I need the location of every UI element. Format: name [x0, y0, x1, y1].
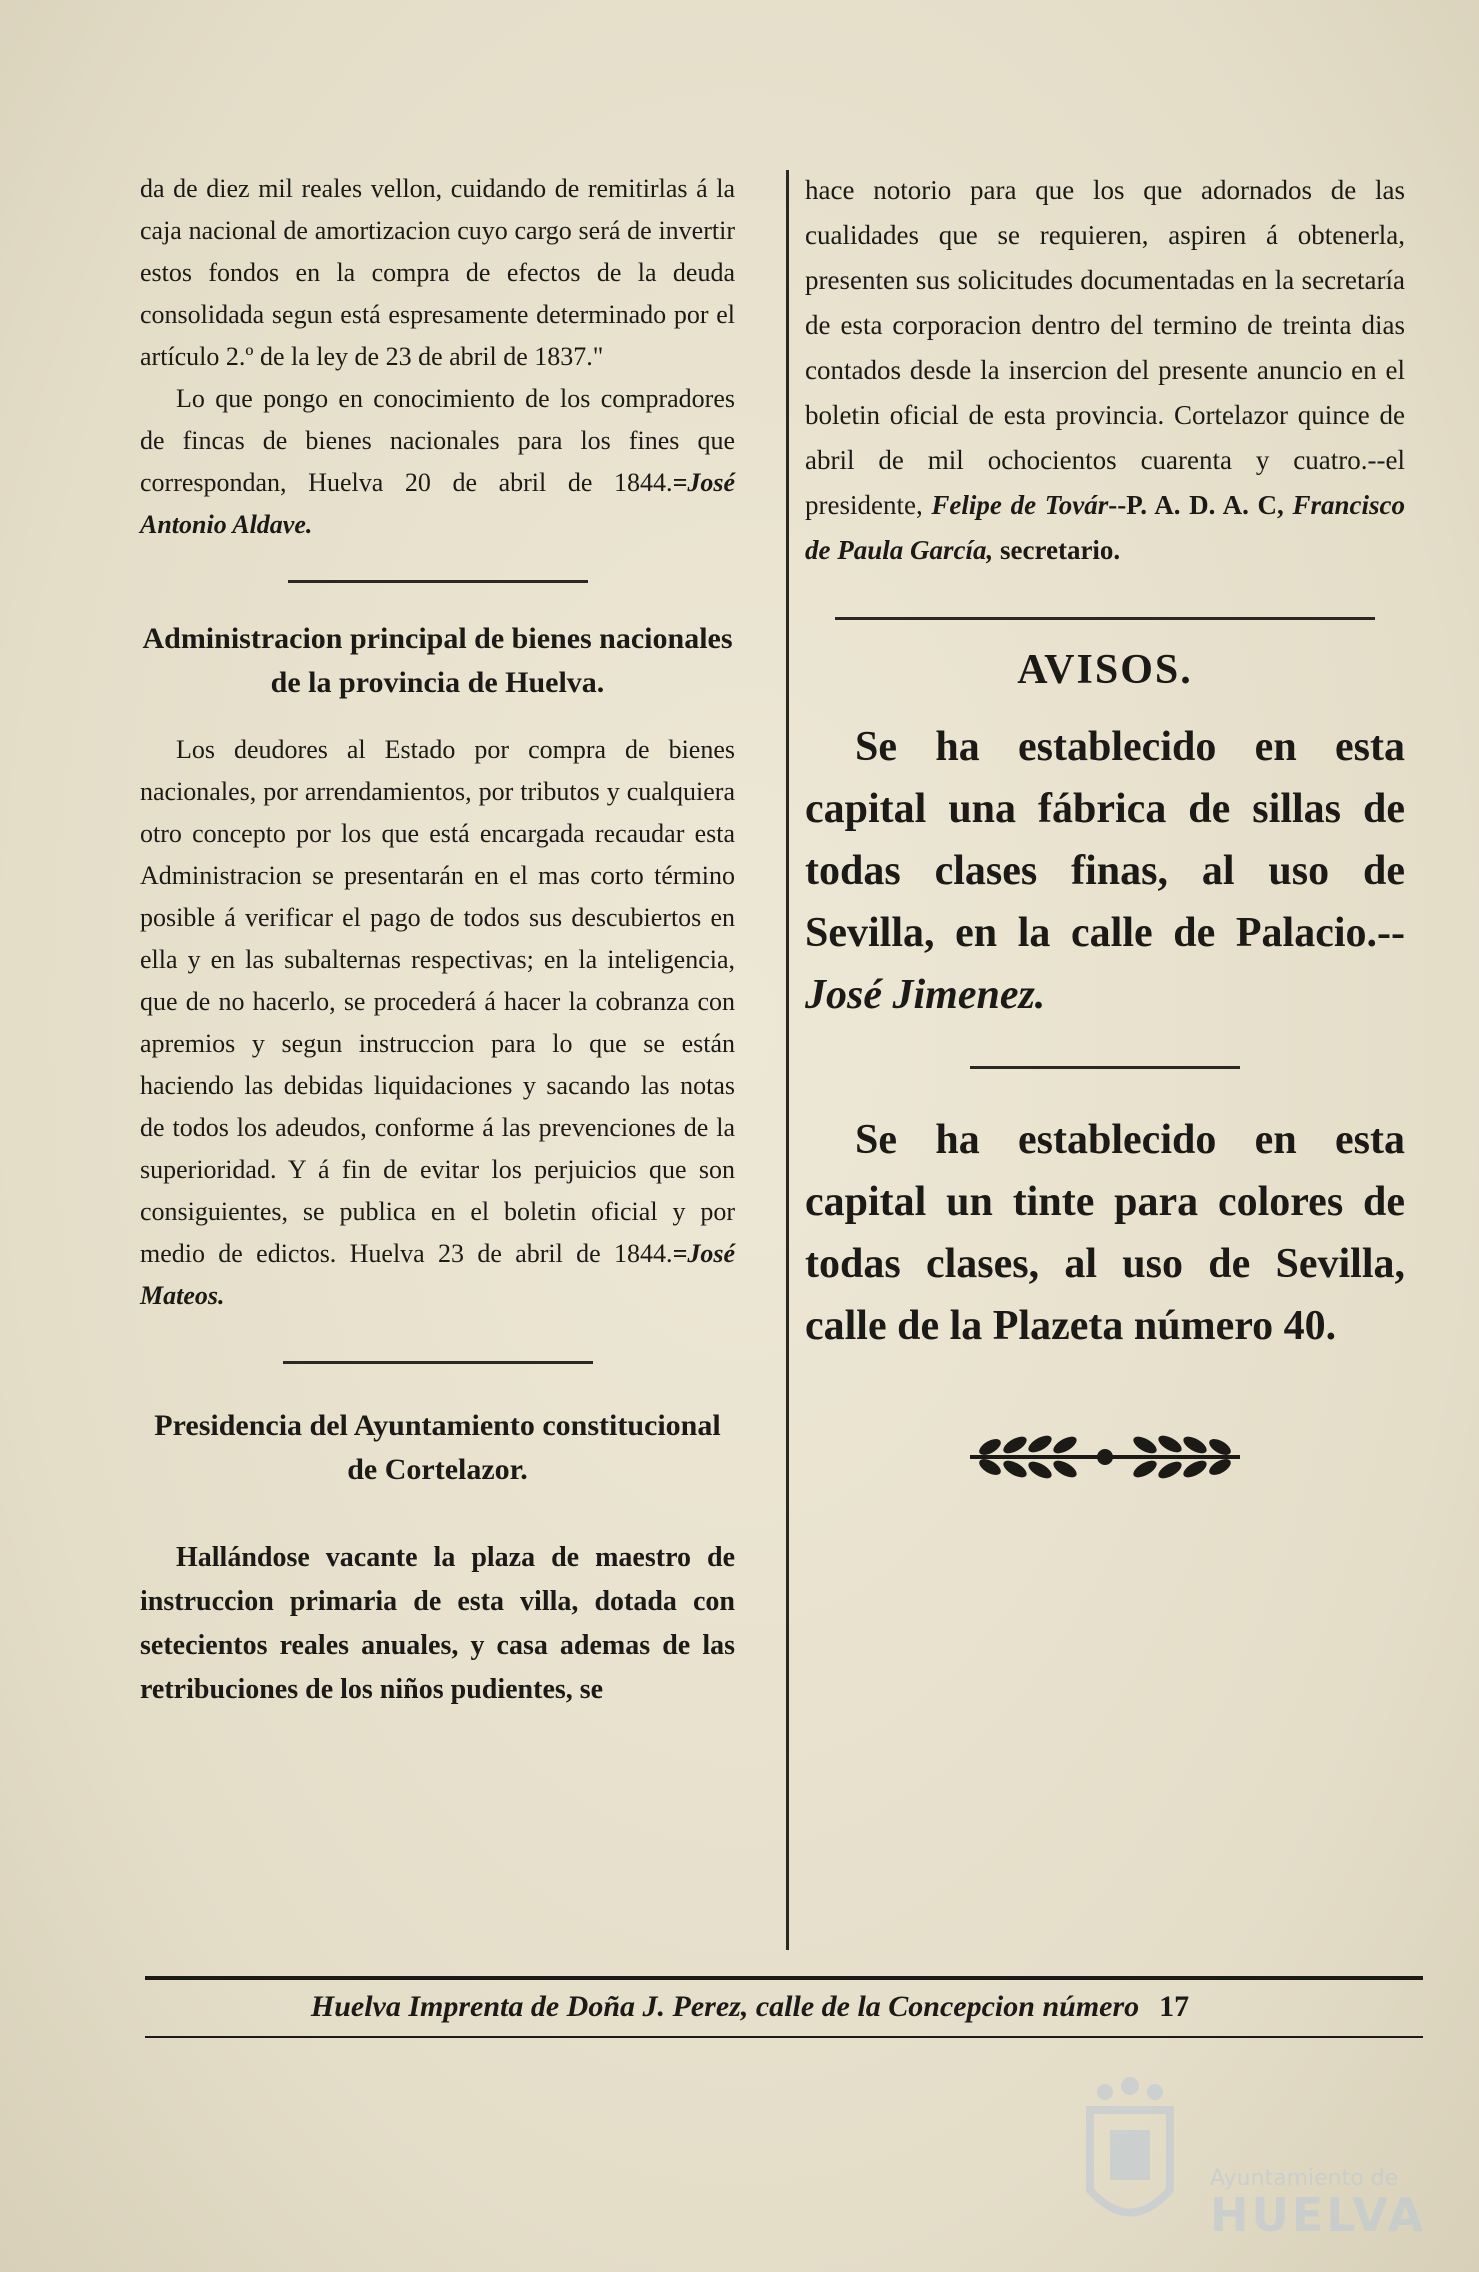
notice-text: Lo que pongo en conocimiento de los compradores de fincas de bienes nacionales para los fines que correspondan, Huelva 20 de abril de 1844. [140, 384, 735, 497]
watermark-line1: Ayuntamiento de [1210, 2166, 1399, 2191]
section-divider [283, 1361, 593, 1364]
continuation-text: hace notorio para que los que adornados de las cualidades que se requieren, aspiren á obtenerla, presenten sus solicitudes documentadas en la secretaría de esta corporacion dentro del termino de treinta dias contados desde la insercion del presente anuncio en el boletin oficial de esta provincia. Cortelazor quince de abril de mil ochocientos cuarenta y cuatro.--el presidente, [805, 175, 1405, 520]
footer-rule-bottom [145, 2036, 1423, 2038]
avisos-title: AVISOS. [1017, 647, 1193, 693]
president-name: Felipe de Továr [931, 490, 1109, 520]
secretary-name: Francisco de Paula García, [805, 490, 1406, 565]
secretary-title: secretario. [1000, 535, 1121, 565]
section-2-paragraph [140, 729, 735, 1317]
aviso-1-text: Se ha establecido en esta capital una fábrica de sillas de todas clases finas, al uso de Sevilla, en la calle de Palacio.-- [805, 724, 1405, 956]
section-2-heading: Administracion principal de bienes nacionales de la provincia de Huelva. [142, 622, 733, 699]
section-divider [835, 617, 1375, 620]
section-2-text: Los deudores al Estado por compra de bienes nacionales, por arrendamientos, por tributos y cualquiera otro concepto por los que está encargada recaudar esta Administracion se presentarán en el mas corto término posible á verificar el pago de todos sus descubiertos en ella y en las subalternas respectivas; en la inteligencia, que de no hacerlo, se procederá á hacer la cobranza con apremios y segun instruccion para lo que se están haciendo las debidas liquidaciones y sacando las notas de todos los adeudos, conforme á las prevenciones de la superioridad. Y á fin de evitar los perjuicios que son consiguientes, se publica en el boletin oficial y por medio de edictos. Huelva 23 de abril de 1844. [140, 735, 735, 1268]
intro-paragraph: da de diez mil reales vellon, cuidando de remitirlas á la caja nacional de amortizacion cuyo cargo será de invertir estos fondos en la compra de efectos de la deuda consolidada segun está espresamente determinado por el artículo 2.º de la ley de 23 de abril de 1837." [140, 174, 735, 371]
section-divider [288, 580, 588, 583]
right-column [805, 168, 1405, 1487]
continuation-paragraph [805, 168, 1405, 573]
footer-imprint: Huelva Imprenta de Doña J. Perez, calle de la Concepcion número [310, 1990, 1140, 2023]
page-number: 17 [1159, 1990, 1190, 2023]
aviso-1 [805, 716, 1405, 1026]
laurel-ornament-icon [960, 1427, 1250, 1487]
column-divider [786, 170, 789, 1950]
left-column [140, 168, 735, 1712]
section-2-signature: =José Mateos. [140, 1239, 735, 1310]
watermark [1060, 2070, 1427, 2250]
initials-text: --P. A. D. A. C, [1108, 490, 1284, 520]
footer-rule-top [145, 1976, 1423, 1980]
section-3-paragraph: Hallándose vacante la plaza de maestro de instruccion primaria de esta villa, dotada con setecientos reales anuales, y casa ademas de las retribuciones de los niños pudientes, se [140, 1542, 735, 1705]
section-3-heading: Presidencia del Ayuntamiento constitucional de Cortelazor. [154, 1409, 721, 1486]
aviso-1-signature: José Jimenez. [805, 972, 1046, 1018]
watermark-line2: HUELVA [1210, 2188, 1427, 2242]
section-divider [970, 1066, 1240, 1069]
crest-icon [1070, 2070, 1190, 2240]
notice-paragraph [140, 378, 735, 546]
footer [150, 1990, 1350, 2024]
notice-signature: =José Antonio Aldave. [140, 468, 735, 539]
aviso-2: Se ha establecido en esta capital un tinte para colores de todas clases, al uso de Sevilla, calle de la Plazeta número 40. [805, 1117, 1405, 1349]
